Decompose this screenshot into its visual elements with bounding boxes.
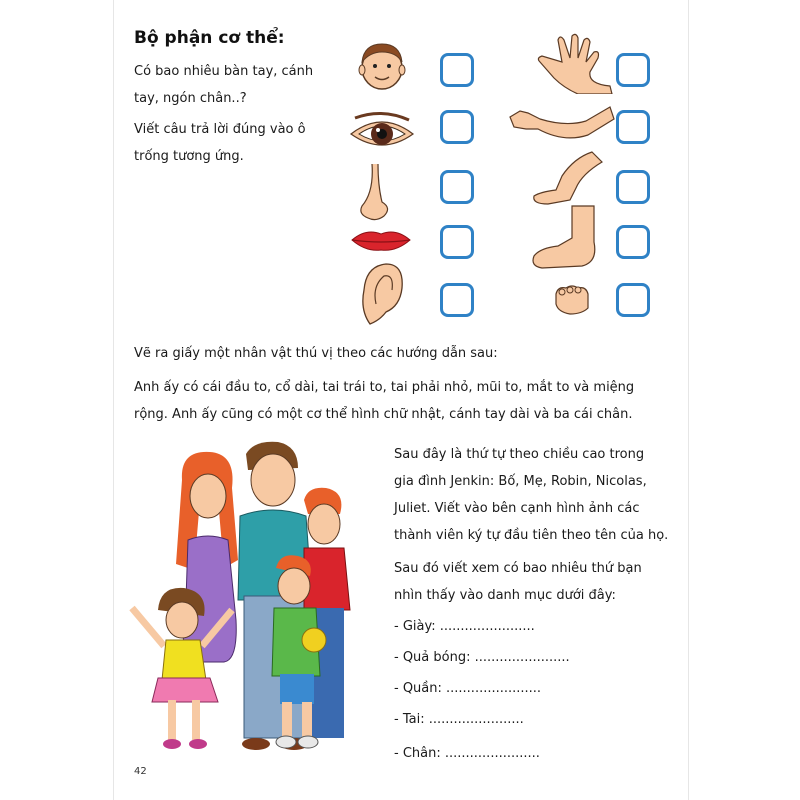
item-balls[interactable]: - Quả bóng: ....................... — [394, 650, 570, 665]
draw-line: rộng. Anh ấy cũng có một cơ thể hình chữ nhật, cánh tay dài và ba cái chân. — [134, 407, 633, 422]
item-ears[interactable]: - Tai: ....................... — [394, 712, 524, 727]
answer-box-arm[interactable] — [616, 110, 650, 144]
section-title: Bộ phận cơ thể: — [134, 28, 285, 48]
family-line: gia đình Jenkin: Bố, Mẹ, Robin, Nicolas, — [394, 474, 647, 489]
arm-icon — [506, 103, 616, 145]
leg-icon — [526, 148, 606, 208]
worksheet-page — [113, 0, 689, 800]
family-line: Juliet. Viết vào bên cạnh hình ảnh các — [394, 501, 640, 516]
family-line: thành viên ký tự đầu tiên theo tên của họ. — [394, 528, 669, 543]
eye-icon — [347, 110, 417, 158]
foot-icon — [528, 202, 604, 272]
count-text — [394, 555, 642, 609]
item-legs[interactable]: - Chân: ....................... — [394, 746, 540, 761]
draw-heading: Vẽ ra giấy một nhân vật thú vị theo các hướng dẫn sau: — [134, 346, 498, 361]
answer-box-nose[interactable] — [440, 170, 474, 204]
family-line: Sau đây là thứ tự theo chiều cao trong — [394, 447, 645, 462]
count-line: Sau đó viết xem có bao nhiêu thứ bạn — [394, 561, 642, 576]
nose-icon — [352, 162, 397, 226]
draw-instructions — [134, 374, 679, 428]
answer-box-lips[interactable] — [440, 225, 474, 259]
answer-box-ear[interactable] — [440, 283, 474, 317]
ear-icon — [356, 260, 406, 328]
page-number: 42 — [134, 766, 147, 777]
instruction-line: trống tương ứng. — [134, 149, 244, 164]
question-text — [134, 58, 313, 112]
count-line: nhìn thấy vào danh mục dưới đây: — [394, 588, 616, 603]
answer-box-leg[interactable] — [616, 170, 650, 204]
answer-box-foot[interactable] — [616, 225, 650, 259]
family-illustration — [128, 440, 368, 760]
question-line: tay, ngón chân..? — [134, 91, 247, 106]
item-pants[interactable]: - Quần: ....................... — [394, 681, 542, 696]
answer-box-toes[interactable] — [616, 283, 650, 317]
instruction-line: Viết câu trả lời đúng vào ô — [134, 122, 306, 137]
instruction-text — [134, 116, 306, 170]
answer-box-hand[interactable] — [616, 53, 650, 87]
face-icon — [352, 38, 412, 90]
hand-icon — [534, 32, 614, 94]
item-shoes[interactable]: - Giày: ....................... — [394, 619, 535, 634]
lips-icon — [350, 226, 412, 254]
answer-box-eye[interactable] — [440, 110, 474, 144]
answer-box-face[interactable] — [440, 53, 474, 87]
family-text — [394, 441, 668, 549]
question-line: Có bao nhiêu bàn tay, cánh — [134, 64, 314, 79]
draw-line: Anh ấy có cái đầu to, cổ dài, tai trái to, tai phải nhỏ, mũi to, mắt to và miệng — [134, 380, 635, 395]
toes-icon — [552, 282, 592, 316]
